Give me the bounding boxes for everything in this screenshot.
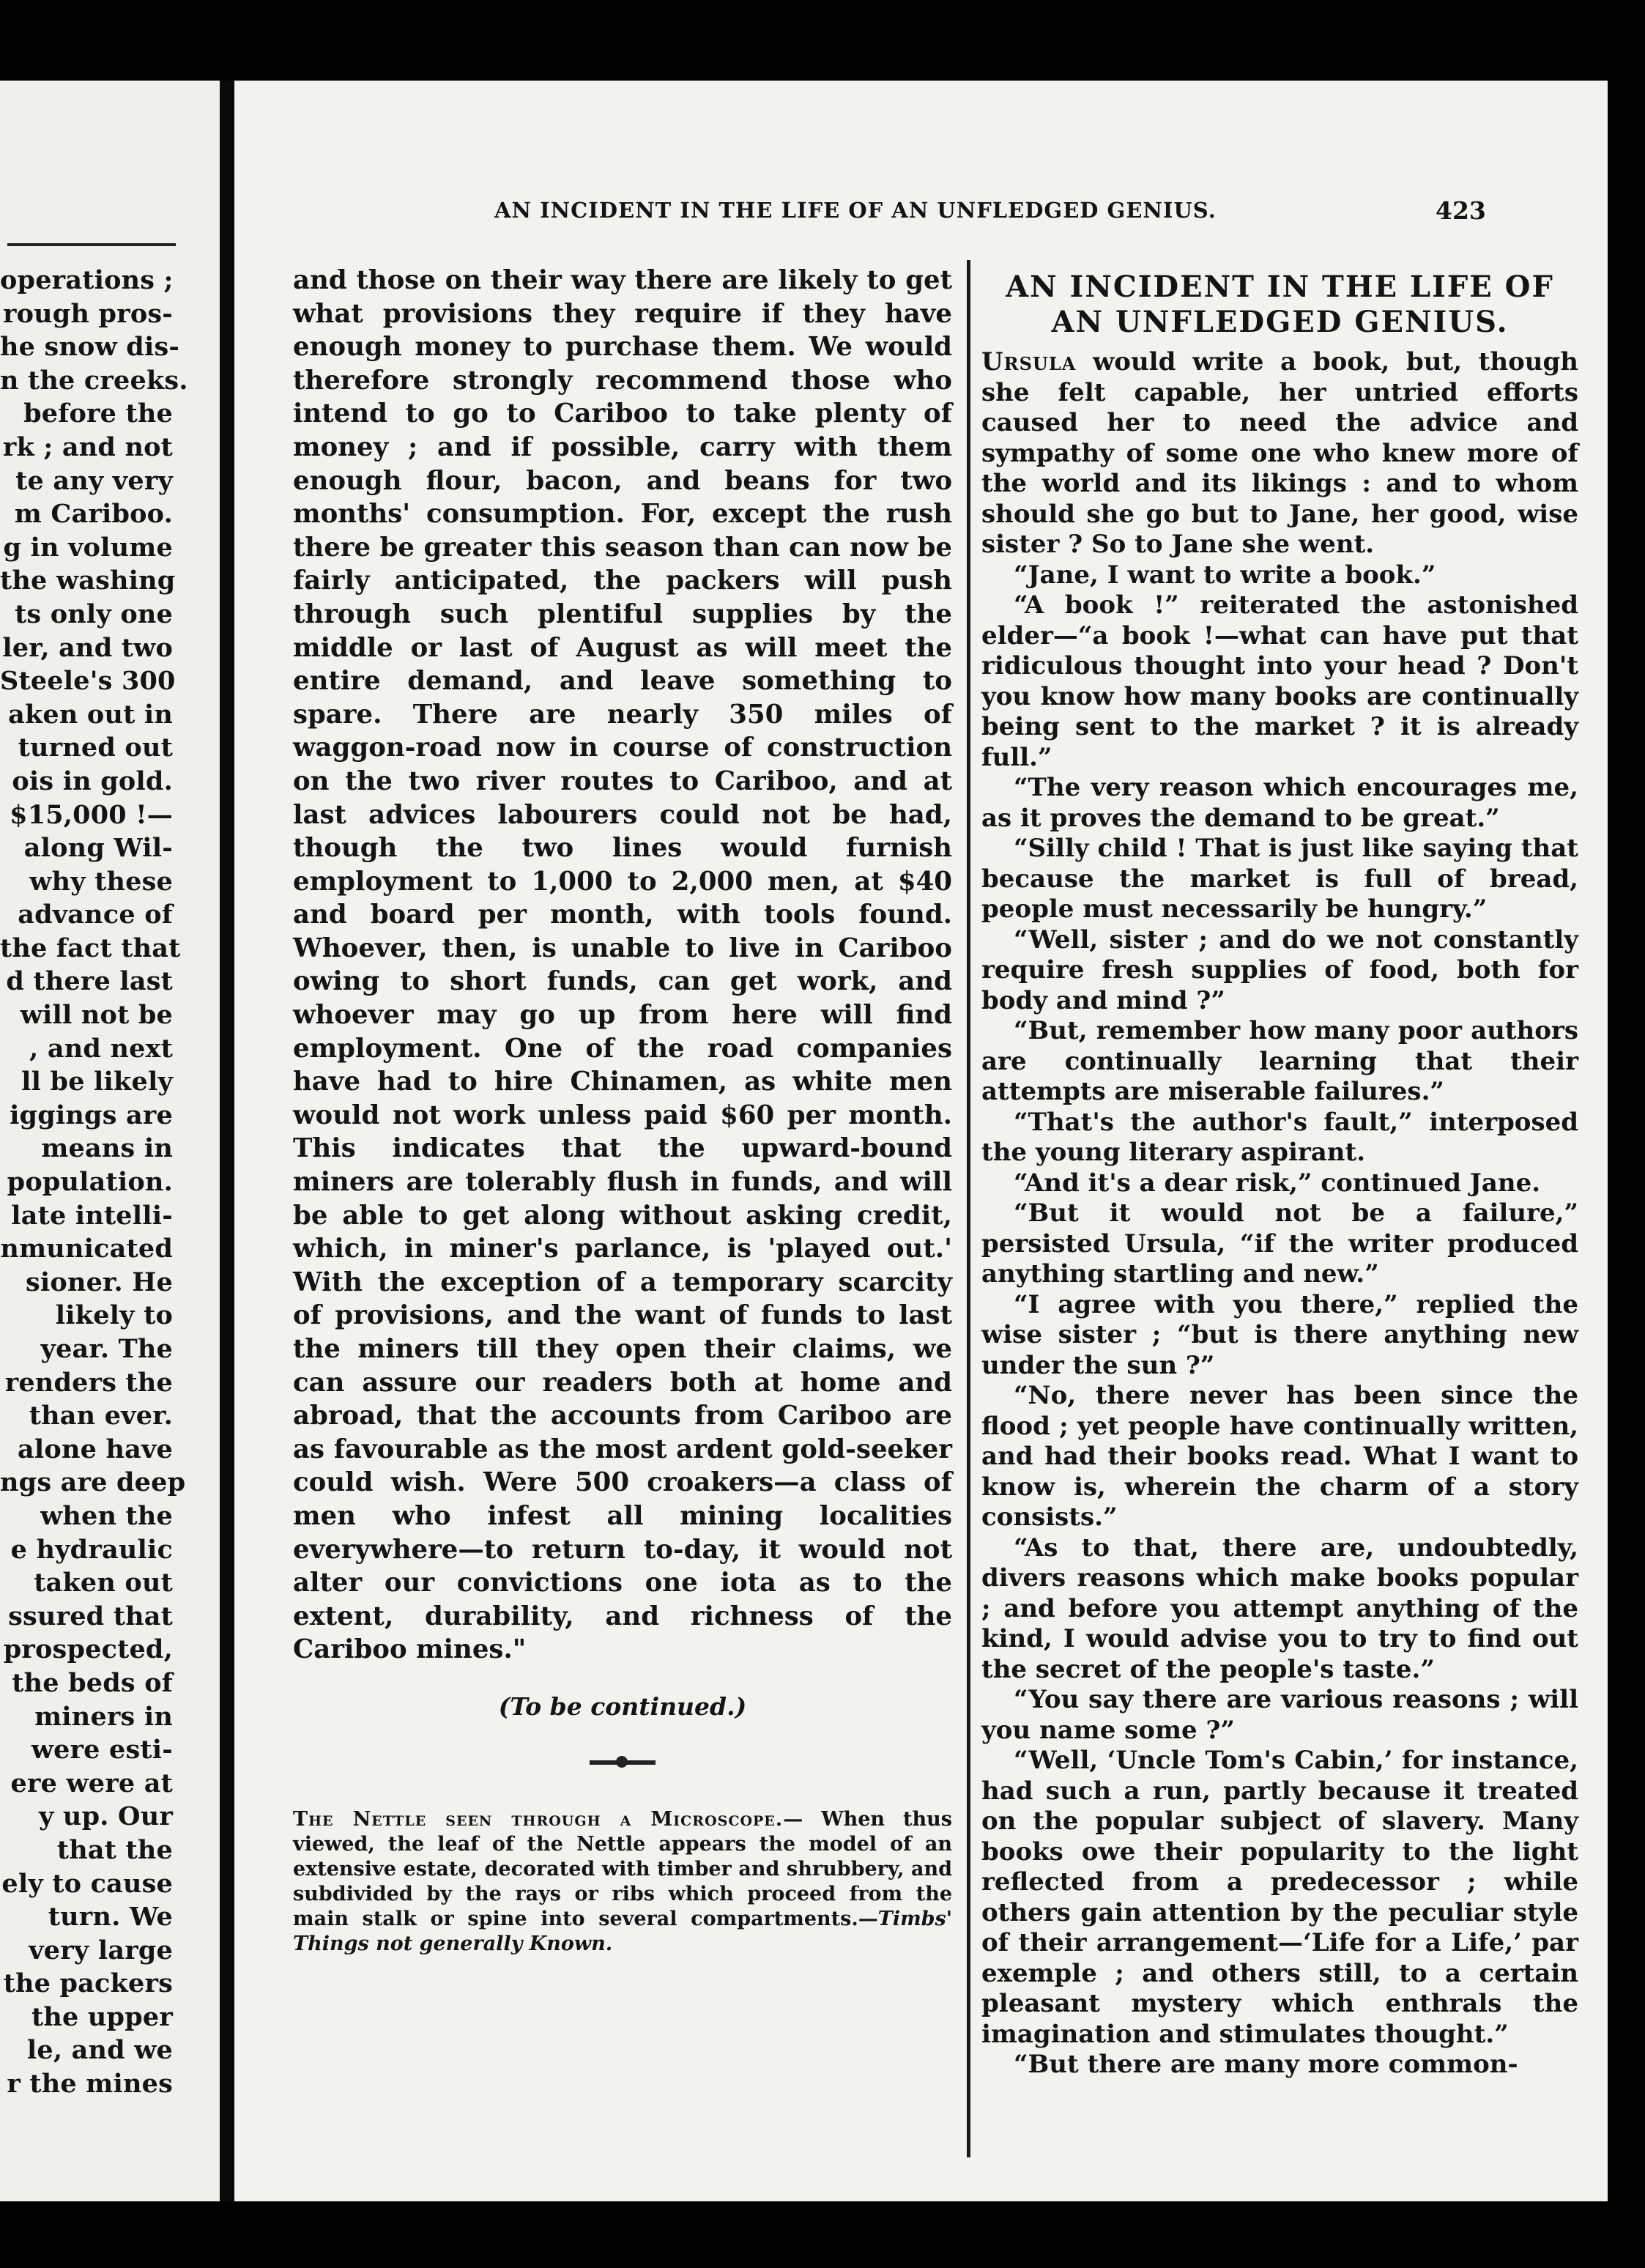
previous-page-line: le, and we <box>26 2035 173 2066</box>
previous-page-line: operations ; <box>0 265 174 295</box>
article-paragraph <box>981 347 1578 560</box>
previous-page-line: late intelli- <box>11 1200 173 1231</box>
to-be-continued: (To be continued.) <box>498 1691 747 1721</box>
previous-page-line: , and next <box>29 1033 173 1064</box>
previous-page-line: turn. We <box>48 1902 173 1932</box>
previous-page-line: very large <box>29 1935 173 1965</box>
article-paragraph: “As to that, there are, undoubtedly, divers reasons which make books popular ; and before you attempt anything of the kind, I would advise you to try to find out the secret of the people's taste.” <box>981 1533 1578 1684</box>
article-title: AN INCIDENT IN THE LIFE OF AN UNFLEDGED GENIUS. <box>1006 270 1554 339</box>
opening-paragraph-text: would write a book, but, though she felt capable, her untried efforts caused her to need the advice and sympathy of some one who knew more of the world and its likings : and to whom should she go but to Jane, her good, wise sister ? So to Jane she went. <box>981 347 1578 559</box>
previous-page-line: y up. Our <box>39 1801 173 1832</box>
previous-page-line: e hydraulic <box>10 1534 173 1565</box>
previous-page-line: rk ; and not <box>2 431 173 462</box>
middle-column <box>293 264 952 1957</box>
previous-page-line: r the mines <box>7 2069 173 2100</box>
running-head: AN INCIDENT IN THE LIFE OF AN UNFLEDGED GENIUS. <box>494 198 1217 223</box>
article-paragraph: “Well, ‘Uncle Tom's Cabin,’ for instance, had such a run, partly because it treated on the popular subject of slavery. Many books owe their popularity to the light reflected from a predecessor ; while others gain attention by the peculiar style of their arrangement—‘Life for a Life,’ par exemple ; and others still, to a certain pleasant mystery which enthrals the imagination and stimulates thought.” <box>981 1746 1578 2049</box>
previous-page-fragment <box>0 81 220 2205</box>
previous-page-line: ere were at <box>10 1768 173 1798</box>
previous-page-line: sioner. He <box>26 1267 173 1297</box>
previous-page-rule <box>7 243 176 246</box>
previous-page-line: the packers <box>3 1968 173 1999</box>
previous-page-line: population. <box>7 1167 173 1198</box>
previous-page-line: n the creeks. <box>0 365 188 396</box>
page-423 <box>234 81 1608 2201</box>
nettle-note-body: — When thus viewed, the leaf of the Nettle appears the model of an extensive estate, decorated with timber and shrubbery, and subdivided by the rays or ribs which proceed from the main stalk or spine into several compartments.— <box>293 1807 952 1930</box>
article-paragraph: “But, remember how many poor authors are continually learning that their attempts are miserable failures.” <box>981 1016 1578 1106</box>
previous-page-line: before the <box>23 399 173 429</box>
article-body <box>981 347 1578 2080</box>
article-paragraph: “No, there never has been since the flood ; yet people have continually written, and had their books read. What I want to know is, wherein the charm of a story consists.” <box>981 1381 1578 1532</box>
article-paragraph: “But it would not be a failure,” persisted Ursula, “if the writer produced anything startling and new.” <box>981 1198 1578 1289</box>
previous-page-line: when the <box>40 1500 173 1531</box>
previous-page-line: likely to <box>55 1300 173 1331</box>
nettle-note <box>293 1807 952 1957</box>
previous-page-line: ler, and two <box>2 632 173 663</box>
previous-page-line: d there last <box>6 966 173 997</box>
previous-page-line: miners in <box>34 1701 173 1732</box>
previous-page-line: renders the <box>4 1367 173 1398</box>
cariboo-article-text: and those on their way there are likely to get what provisions they require if they have enough money to purchase them. We would therefore strongly recommend those who intend to go to Cariboo to take plenty of money ; and if possible, carry with them enough flour, bacon, and beans for two months' consumption. For, except the rush there be greater this season than can now be fairly anticipated, the packers will push through such plentiful supplies by the middle or last of August as will meet the entire demand, and leave something to spare. There are nearly 350 miles of waggon-road now in course of construction on the two river routes to Cariboo, and at last advices labourers could not be had, though the two lines would furnish employment to 1,000 to 2,000 men, at $40 and board per month, with tools found. Whoever, then, is unable to live in Cariboo owing to short funds, can get work, and whoever may go up from here will find employment. One of the road companies have had to hire Chinamen, as white men would not work unless paid $60 per month. This indicates that the upward-bound miners are tolerably flush in funds, and will be able to get along without asking credit, which, in miner's parlance, is 'played out.' With the exception of a temporary scarcity of provisions, and the want of funds to last the miners till they open their claims, we can assure our readers both at home and abroad, that the accounts from Cariboo are as favourable as the most ardent gold-seeker could wish. Were 500 croakers—a class of men who infest all mining localities everywhere—to return to-day, it would not alter our convictions one iota as to the extent, durability, and richness of the Cariboo mines." <box>293 265 952 1665</box>
column-divider <box>967 260 970 2157</box>
previous-page-line: alone have <box>18 1434 173 1464</box>
previous-page-line: rough pros- <box>2 298 173 329</box>
previous-page-line: ngs are deep <box>0 1467 186 1498</box>
article-paragraph: “I agree with you there,” replied the wise sister ; “but is there anything new under the sun ?” <box>981 1289 1578 1380</box>
previous-page-line: the beds of <box>12 1667 173 1698</box>
previous-page-text <box>0 264 188 2101</box>
previous-page-line: prospected, <box>3 1634 173 1665</box>
previous-page-line: along Wil- <box>23 833 173 864</box>
previous-page-line: taken out <box>34 1568 173 1598</box>
previous-page-line: ois in gold. <box>12 766 173 796</box>
previous-page-line: ts only one <box>15 598 173 629</box>
previous-page-line: year. The <box>40 1334 173 1364</box>
previous-page-line: than ever. <box>29 1401 173 1431</box>
section-ornament <box>590 1760 656 1765</box>
previous-page-line: $15,000 !— <box>10 799 173 830</box>
previous-page-line: aken out in <box>8 699 173 730</box>
previous-page-line: why these <box>29 866 173 897</box>
nettle-note-heading: The Nettle seen through a Microscope. <box>293 1807 784 1831</box>
article-paragraph: “You say there are various reasons ; will you name some ?” <box>981 1685 1578 1745</box>
article-paragraph: “Well, sister ; and do we not constantly require fresh supplies of food, both for body and mind ?” <box>981 924 1578 1015</box>
page-number: 423 <box>1436 196 1486 225</box>
article-paragraph: “The very reason which encourages me, as it proves the demand to be great.” <box>981 773 1578 833</box>
previous-page-line: that the <box>56 1834 173 1865</box>
previous-page-line: he snow dis- <box>0 332 180 363</box>
previous-page-line: means in <box>41 1133 173 1164</box>
previous-page-line: m Cariboo. <box>14 499 173 530</box>
article-paragraph: “Jane, I want to write a book.” <box>1014 560 1436 590</box>
previous-page-line: ssured that <box>8 1601 173 1631</box>
previous-page-line: the washing <box>0 566 176 596</box>
previous-page-line: Steele's 300 <box>0 666 176 697</box>
book-gutter <box>220 81 234 2205</box>
article-paragraph: “But there are many more common- <box>1014 2050 1518 2079</box>
article-paragraph: “Silly child ! That is just like saying that because the market is full of bread, people must necessarily be hungry.” <box>981 834 1578 924</box>
previous-page-line: nmunicated <box>0 1234 173 1264</box>
article-paragraph: “And it's a dear risk,” continued Jane. <box>1014 1168 1541 1198</box>
previous-page-line: te any very <box>15 465 173 496</box>
previous-page-line: iggings are <box>10 1100 173 1130</box>
previous-page-line: the upper <box>31 2001 173 2032</box>
previous-page-line: g in volume <box>3 532 173 563</box>
article-paragraph: “A book !” reiterated the astonished elder—“a book !—what can have put that ridiculous thought into your head ? Don't you know how many books are continually being sent to the market ? it is already full.” <box>981 590 1578 772</box>
previous-page-line: were esti- <box>31 1735 173 1765</box>
previous-page-line: will not be <box>20 1000 173 1031</box>
previous-page-line: advance of <box>18 900 173 930</box>
previous-page-line: the fact that <box>0 933 181 963</box>
scan-bottom-border <box>0 2201 1645 2268</box>
opening-word: Ursula <box>981 347 1077 377</box>
previous-page-line: ll be likely <box>21 1067 173 1097</box>
nettle-note-source: Timbs' Things not generally Known. <box>293 1907 952 1955</box>
right-column <box>981 270 1578 2080</box>
article-paragraph: “That's the author's fault,” interposed the young literary aspirant. <box>981 1107 1578 1167</box>
previous-page-line: turned out <box>18 733 173 763</box>
previous-page-line: ely to cause <box>1 1868 173 1899</box>
